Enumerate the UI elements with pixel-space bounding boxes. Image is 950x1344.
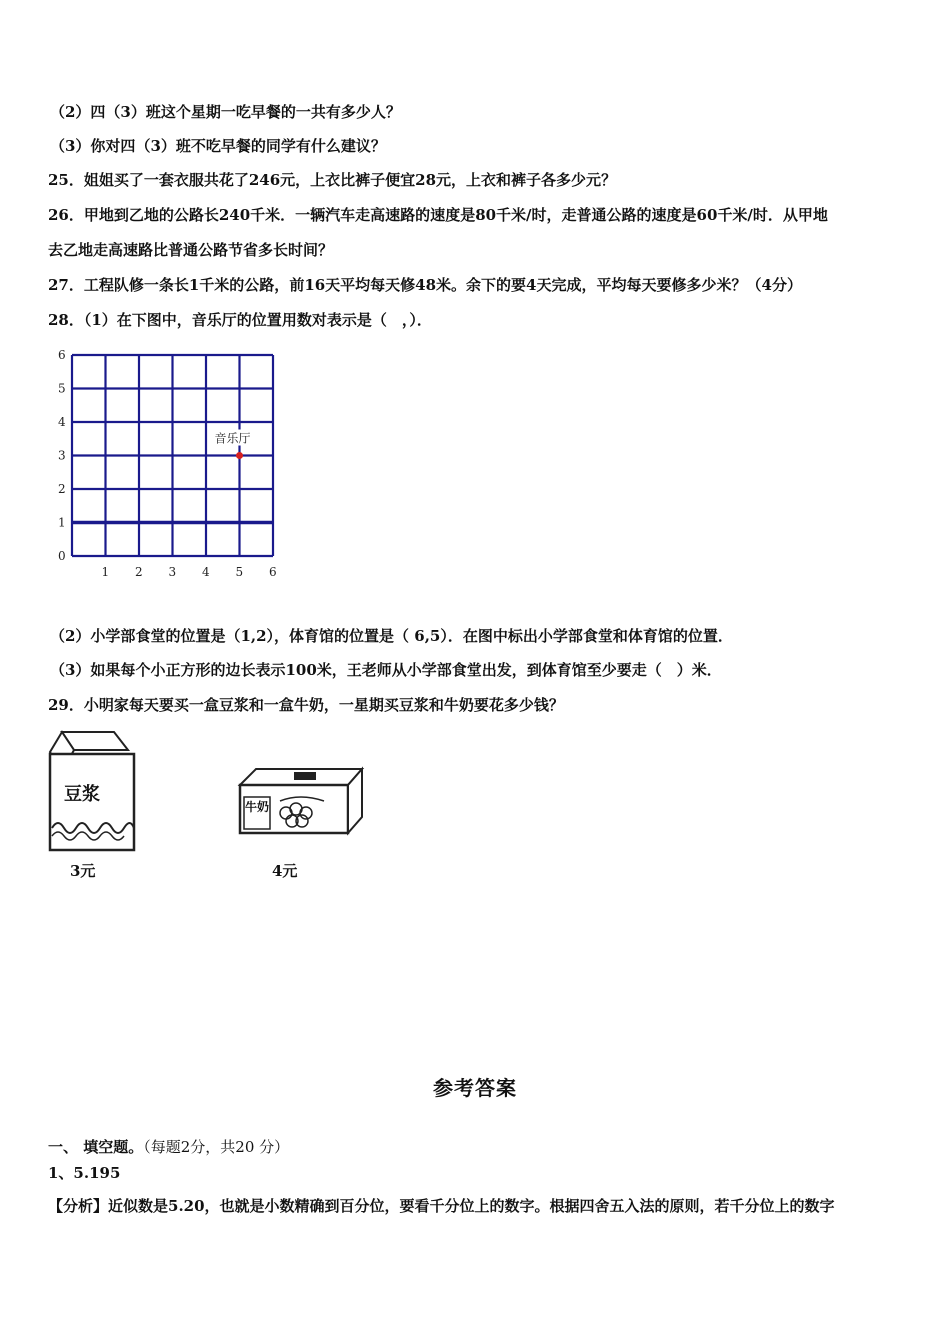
soymilk-carton-image: [44, 728, 144, 857]
answer-title: 参考答案: [433, 1076, 517, 1100]
y-axis-tick-label: 0: [58, 549, 66, 563]
y-axis-tick-label: 5: [58, 381, 66, 396]
question-27: 27．工程队修一条长1千米的公路，前16天平均每天修48米。余下的要4天完成，平均每天要修多少米？（4分）: [48, 276, 802, 294]
y-axis-tick-label: 2: [58, 482, 66, 496]
milk-box-label: 牛奶: [245, 800, 270, 814]
x-axis-tick-label: 6: [269, 565, 277, 579]
soymilk-price: 3元: [70, 862, 96, 880]
y-axis-tick-label: 1: [58, 515, 66, 530]
x-axis-tick-label: 5: [235, 565, 244, 579]
question-24-3: （3）你对四（3）班不吃早餐的同学有什么建议？: [50, 137, 386, 155]
x-axis-tick-label: 4: [202, 565, 210, 579]
milk-box-image: [236, 765, 366, 841]
section-note: （每题2分，共20 分）: [143, 1138, 290, 1156]
question-26-line1: 26．甲地到乙地的公路长240千米．一辆汽车走高速路的速度是80千米/时，走普通公路的速度是60千米/时．从甲地: [48, 206, 828, 224]
concert-hall-label: 音乐厅: [214, 431, 251, 446]
question-28-1: 28．（1）在下图中，音乐厅的位置用数对表示是（ ，）．: [48, 311, 432, 329]
coordinate-grid: [52, 346, 292, 586]
y-axis-tick-label: 3: [58, 448, 66, 463]
y-axis-tick-label: 6: [58, 348, 66, 362]
concert-hall-point: [236, 452, 243, 459]
milk-price: 4元: [272, 862, 298, 880]
question-28-2: （2）小学部食堂的位置是（1,2），体育馆的位置是（ 6,5）．在图中标出小学部食堂和体育馆的位置．: [50, 627, 733, 645]
x-axis-tick-label: 2: [135, 565, 143, 579]
section-heading: [48, 1136, 289, 1157]
question-25: 25．姐姐买了一套衣服共花了246元，上衣比裤子便宜28元，上衣和裤子各多少元？: [48, 171, 617, 189]
x-axis-tick-label: 3: [168, 565, 177, 579]
question-29: 29．小明家每天要买一盒豆浆和一盒牛奶，一星期买豆浆和牛奶要花多少钱？: [48, 696, 564, 714]
answer-1-analysis: 【分析】近似数是5.20，也就是小数精确到百分位，要看千分位上的数字。根据四舍五入法的原则，若千分位上的数字: [48, 1197, 835, 1215]
soymilk-box-label: 豆浆: [64, 784, 100, 805]
y-axis-tick-label: 4: [58, 415, 66, 429]
answer-1: 1、5.195: [48, 1164, 121, 1182]
question-24-2: （2）四（3）班这个星期一吃早餐的一共有多少人？: [50, 103, 401, 121]
question-26-line2: 去乙地走高速路比普通公路节省多长时间？: [48, 241, 334, 259]
x-axis-tick-label: 1: [101, 565, 110, 579]
question-28-3: （3）如果每个小正方形的边长表示100米，王老师从小学部食堂出发，到体育馆至少要走（ ）米．: [50, 661, 722, 679]
section-label: 一、 填空题。: [48, 1138, 144, 1156]
